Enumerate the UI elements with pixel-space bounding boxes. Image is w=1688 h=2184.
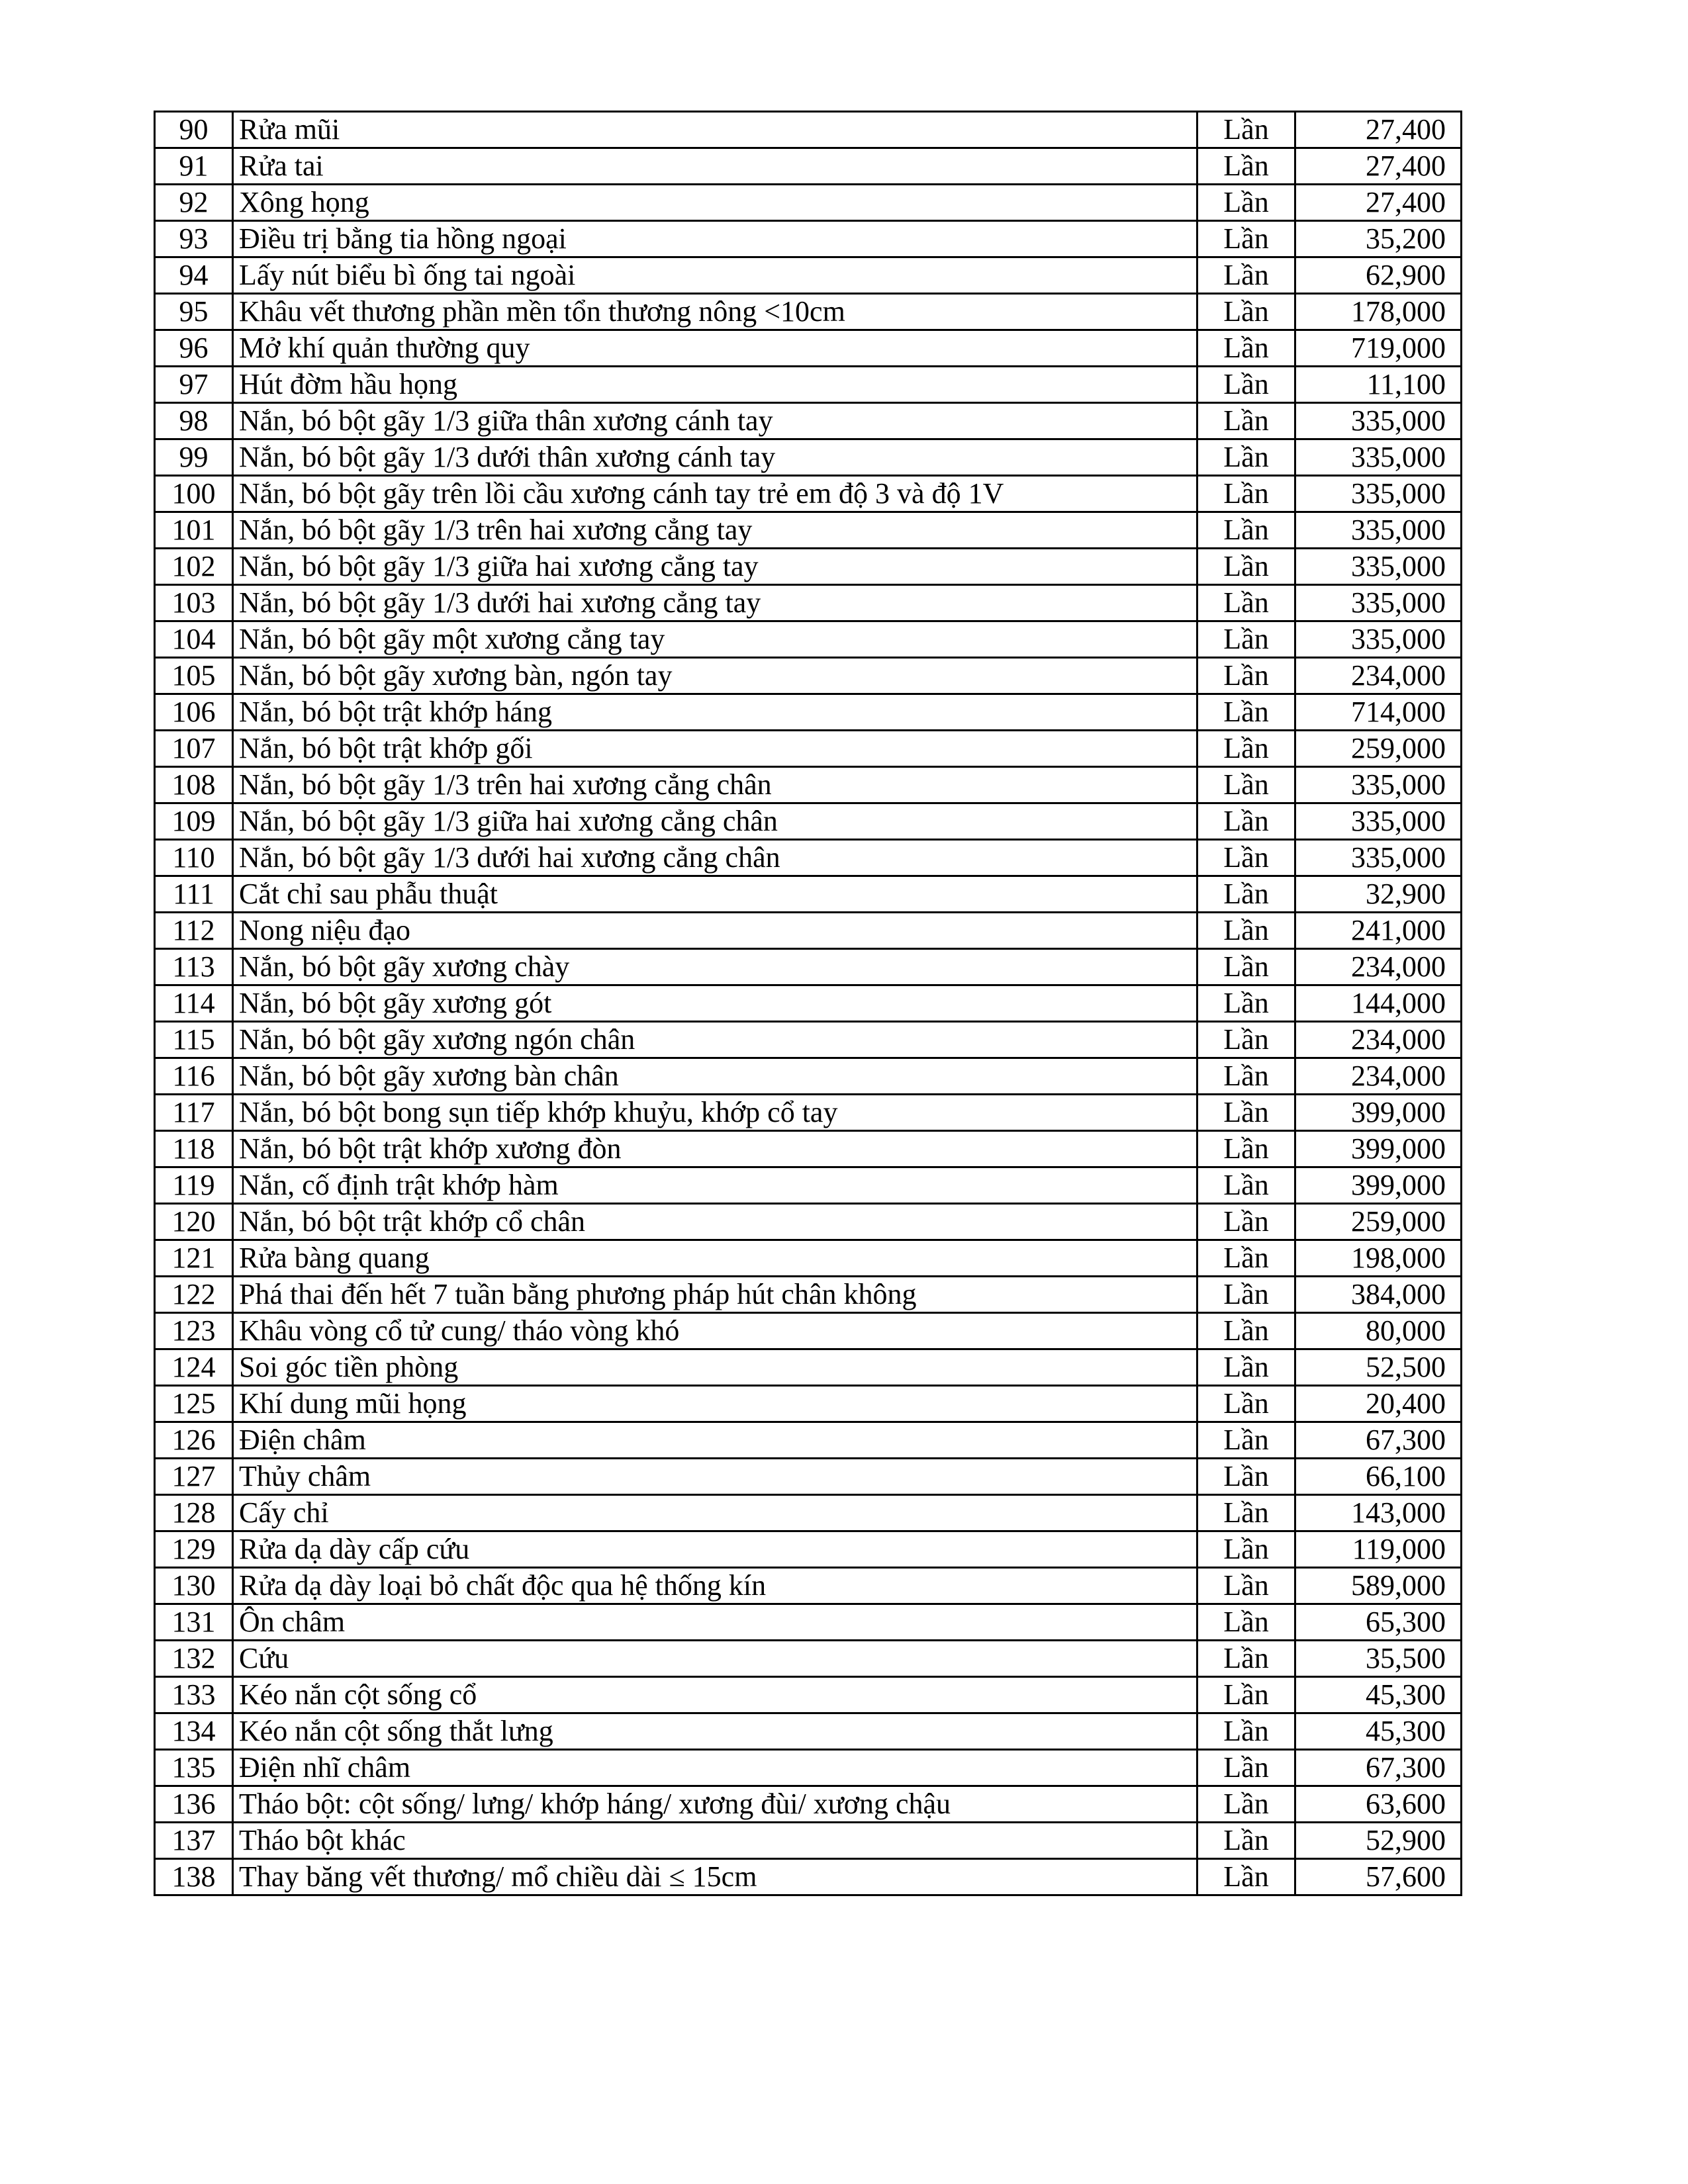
service-name: Kéo nắn cột sống thắt lưng xyxy=(233,1713,1197,1750)
row-number: 104 xyxy=(155,621,233,658)
service-name: Hút đờm hầu họng xyxy=(233,367,1197,403)
row-number: 105 xyxy=(155,658,233,694)
service-name: Nắn, bó bột gãy 1/3 trên hai xương cẳng chân xyxy=(233,767,1197,803)
unit-cell: Lần xyxy=(1197,949,1295,985)
unit-cell: Lần xyxy=(1197,803,1295,840)
row-number: 93 xyxy=(155,221,233,257)
row-number: 102 xyxy=(155,549,233,585)
table-row xyxy=(155,549,1462,585)
table-row xyxy=(155,949,1462,985)
price-cell: 32,900 xyxy=(1295,876,1462,913)
unit-cell: Lần xyxy=(1197,1313,1295,1349)
row-number: 101 xyxy=(155,512,233,549)
service-name: Ôn châm xyxy=(233,1604,1197,1641)
unit-cell: Lần xyxy=(1197,658,1295,694)
unit-cell: Lần xyxy=(1197,1131,1295,1167)
row-number: 138 xyxy=(155,1859,233,1895)
row-number: 91 xyxy=(155,148,233,185)
price-cell: 335,000 xyxy=(1295,585,1462,621)
table-row xyxy=(155,658,1462,694)
table-row xyxy=(155,1604,1462,1641)
price-cell: 234,000 xyxy=(1295,658,1462,694)
unit-cell: Lần xyxy=(1197,439,1295,476)
price-cell: 62,900 xyxy=(1295,257,1462,294)
table-row xyxy=(155,1568,1462,1604)
row-number: 113 xyxy=(155,949,233,985)
unit-cell: Lần xyxy=(1197,1823,1295,1859)
unit-cell: Lần xyxy=(1197,1204,1295,1240)
unit-cell: Lần xyxy=(1197,148,1295,185)
row-number: 94 xyxy=(155,257,233,294)
unit-cell: Lần xyxy=(1197,1167,1295,1204)
row-number: 100 xyxy=(155,476,233,512)
price-cell: 45,300 xyxy=(1295,1713,1462,1750)
price-cell: 335,000 xyxy=(1295,439,1462,476)
service-name: Nắn, bó bột gãy 1/3 giữa thân xương cánh tay xyxy=(233,403,1197,439)
unit-cell: Lần xyxy=(1197,1859,1295,1895)
unit-cell: Lần xyxy=(1197,1786,1295,1823)
table-row xyxy=(155,1750,1462,1786)
row-number: 117 xyxy=(155,1095,233,1131)
table-row xyxy=(155,1058,1462,1095)
row-number: 108 xyxy=(155,767,233,803)
table-row xyxy=(155,913,1462,949)
service-name: Nắn, bó bột bong sụn tiếp khớp khuỷu, khớp cổ tay xyxy=(233,1095,1197,1131)
service-name: Rửa tai xyxy=(233,148,1197,185)
service-name: Nắn, bó bột gãy xương ngón chân xyxy=(233,1022,1197,1058)
row-number: 124 xyxy=(155,1349,233,1386)
row-number: 109 xyxy=(155,803,233,840)
row-number: 90 xyxy=(155,112,233,148)
unit-cell: Lần xyxy=(1197,585,1295,621)
service-name: Nắn, bó bột gãy 1/3 dưới hai xương cẳng chân xyxy=(233,840,1197,876)
price-cell: 45,300 xyxy=(1295,1677,1462,1713)
price-cell: 234,000 xyxy=(1295,1022,1462,1058)
service-name: Thủy châm xyxy=(233,1459,1197,1495)
table-row xyxy=(155,1240,1462,1277)
unit-cell: Lần xyxy=(1197,367,1295,403)
unit-cell: Lần xyxy=(1197,985,1295,1022)
price-cell: 234,000 xyxy=(1295,1058,1462,1095)
price-cell: 335,000 xyxy=(1295,621,1462,658)
unit-cell: Lần xyxy=(1197,1531,1295,1568)
row-number: 120 xyxy=(155,1204,233,1240)
table-row xyxy=(155,512,1462,549)
service-name: Nắn, bó bột gãy trên lồi cầu xương cánh tay trẻ em độ 3 và độ 1V xyxy=(233,476,1197,512)
price-cell: 399,000 xyxy=(1295,1095,1462,1131)
unit-cell: Lần xyxy=(1197,185,1295,221)
unit-cell: Lần xyxy=(1197,1277,1295,1313)
price-cell: 67,300 xyxy=(1295,1750,1462,1786)
row-number: 125 xyxy=(155,1386,233,1422)
service-name: Điện châm xyxy=(233,1422,1197,1459)
unit-cell: Lần xyxy=(1197,1459,1295,1495)
unit-cell: Lần xyxy=(1197,1240,1295,1277)
unit-cell: Lần xyxy=(1197,1641,1295,1677)
table-row xyxy=(155,367,1462,403)
price-table xyxy=(154,111,1462,1896)
unit-cell: Lần xyxy=(1197,1713,1295,1750)
unit-cell: Lần xyxy=(1197,1022,1295,1058)
row-number: 135 xyxy=(155,1750,233,1786)
service-name: Rửa bàng quang xyxy=(233,1240,1197,1277)
table-row xyxy=(155,1859,1462,1895)
price-cell: 52,900 xyxy=(1295,1823,1462,1859)
unit-cell: Lần xyxy=(1197,621,1295,658)
price-cell: 35,200 xyxy=(1295,221,1462,257)
service-name: Kéo nắn cột sống cổ xyxy=(233,1677,1197,1713)
table-row xyxy=(155,767,1462,803)
table-row xyxy=(155,112,1462,148)
service-name: Lấy nút biểu bì ống tai ngoài xyxy=(233,257,1197,294)
service-name: Khí dung mũi họng xyxy=(233,1386,1197,1422)
table-row xyxy=(155,1786,1462,1823)
unit-cell: Lần xyxy=(1197,1604,1295,1641)
table-row xyxy=(155,1349,1462,1386)
unit-cell: Lần xyxy=(1197,694,1295,731)
unit-cell: Lần xyxy=(1197,257,1295,294)
service-name: Tháo bột khác xyxy=(233,1823,1197,1859)
price-cell: 67,300 xyxy=(1295,1422,1462,1459)
price-cell: 35,500 xyxy=(1295,1641,1462,1677)
table-row xyxy=(155,439,1462,476)
row-number: 132 xyxy=(155,1641,233,1677)
service-name: Nắn, bó bột gãy xương bàn, ngón tay xyxy=(233,658,1197,694)
table-row xyxy=(155,221,1462,257)
table-row xyxy=(155,148,1462,185)
price-cell: 27,400 xyxy=(1295,112,1462,148)
service-name: Nắn, bó bột trật khớp cổ chân xyxy=(233,1204,1197,1240)
table-row xyxy=(155,1641,1462,1677)
price-cell: 27,400 xyxy=(1295,185,1462,221)
service-name: Rửa mũi xyxy=(233,112,1197,148)
row-number: 95 xyxy=(155,294,233,330)
unit-cell: Lần xyxy=(1197,767,1295,803)
price-cell: 335,000 xyxy=(1295,549,1462,585)
row-number: 103 xyxy=(155,585,233,621)
row-number: 112 xyxy=(155,913,233,949)
service-name: Thay băng vết thương/ mổ chiều dài ≤ 15cm xyxy=(233,1859,1197,1895)
service-name: Cứu xyxy=(233,1641,1197,1677)
table-row xyxy=(155,731,1462,767)
service-name: Soi góc tiền phòng xyxy=(233,1349,1197,1386)
table-row xyxy=(155,621,1462,658)
table-row xyxy=(155,694,1462,731)
table-row xyxy=(155,840,1462,876)
price-cell: 11,100 xyxy=(1295,367,1462,403)
row-number: 107 xyxy=(155,731,233,767)
price-cell: 52,500 xyxy=(1295,1349,1462,1386)
table-row xyxy=(155,1277,1462,1313)
unit-cell: Lần xyxy=(1197,876,1295,913)
unit-cell: Lần xyxy=(1197,476,1295,512)
price-cell: 259,000 xyxy=(1295,731,1462,767)
service-name: Rửa dạ dày cấp cứu xyxy=(233,1531,1197,1568)
unit-cell: Lần xyxy=(1197,913,1295,949)
row-number: 137 xyxy=(155,1823,233,1859)
row-number: 99 xyxy=(155,439,233,476)
unit-cell: Lần xyxy=(1197,512,1295,549)
row-number: 127 xyxy=(155,1459,233,1495)
row-number: 134 xyxy=(155,1713,233,1750)
table-row xyxy=(155,257,1462,294)
table-row xyxy=(155,1022,1462,1058)
price-cell: 119,000 xyxy=(1295,1531,1462,1568)
service-name: Nắn, bó bột gãy xương chày xyxy=(233,949,1197,985)
unit-cell: Lần xyxy=(1197,840,1295,876)
table-row xyxy=(155,1204,1462,1240)
unit-cell: Lần xyxy=(1197,330,1295,367)
table-row xyxy=(155,294,1462,330)
row-number: 114 xyxy=(155,985,233,1022)
service-name: Điều trị bằng tia hồng ngoại xyxy=(233,221,1197,257)
unit-cell: Lần xyxy=(1197,403,1295,439)
table-row xyxy=(155,1095,1462,1131)
row-number: 123 xyxy=(155,1313,233,1349)
unit-cell: Lần xyxy=(1197,1568,1295,1604)
price-cell: 57,600 xyxy=(1295,1859,1462,1895)
table-row xyxy=(155,185,1462,221)
row-number: 118 xyxy=(155,1131,233,1167)
row-number: 136 xyxy=(155,1786,233,1823)
service-name: Rửa dạ dày loại bỏ chất độc qua hệ thống kín xyxy=(233,1568,1197,1604)
unit-cell: Lần xyxy=(1197,731,1295,767)
row-number: 128 xyxy=(155,1495,233,1531)
unit-cell: Lần xyxy=(1197,294,1295,330)
price-cell: 20,400 xyxy=(1295,1386,1462,1422)
table-row xyxy=(155,1131,1462,1167)
price-cell: 143,000 xyxy=(1295,1495,1462,1531)
unit-cell: Lần xyxy=(1197,1750,1295,1786)
service-name: Nắn, bó bột gãy một xương cẳng tay xyxy=(233,621,1197,658)
price-cell: 399,000 xyxy=(1295,1131,1462,1167)
row-number: 122 xyxy=(155,1277,233,1313)
table-row xyxy=(155,1422,1462,1459)
unit-cell: Lần xyxy=(1197,1677,1295,1713)
service-name: Nắn, bó bột gãy 1/3 trên hai xương cẳng tay xyxy=(233,512,1197,549)
unit-cell: Lần xyxy=(1197,1058,1295,1095)
table-row xyxy=(155,1459,1462,1495)
service-name: Nắn, bó bột trật khớp xương đòn xyxy=(233,1131,1197,1167)
service-name: Xông họng xyxy=(233,185,1197,221)
service-name: Nắn, bó bột trật khớp háng xyxy=(233,694,1197,731)
row-number: 119 xyxy=(155,1167,233,1204)
table-row xyxy=(155,876,1462,913)
table-row xyxy=(155,1677,1462,1713)
service-name: Tháo bột: cột sống/ lưng/ khớp háng/ xương đùi/ xương chậu xyxy=(233,1786,1197,1823)
price-cell: 178,000 xyxy=(1295,294,1462,330)
table-row xyxy=(155,1313,1462,1349)
table-row xyxy=(155,1823,1462,1859)
row-number: 115 xyxy=(155,1022,233,1058)
service-name: Nắn, bó bột trật khớp gối xyxy=(233,731,1197,767)
row-number: 126 xyxy=(155,1422,233,1459)
price-cell: 65,300 xyxy=(1295,1604,1462,1641)
service-name: Nắn, bó bột gãy 1/3 giữa hai xương cẳng chân xyxy=(233,803,1197,840)
row-number: 110 xyxy=(155,840,233,876)
service-name: Khâu vết thương phần mền tổn thương nông <10cm xyxy=(233,294,1197,330)
price-cell: 63,600 xyxy=(1295,1786,1462,1823)
price-cell: 144,000 xyxy=(1295,985,1462,1022)
row-number: 98 xyxy=(155,403,233,439)
row-number: 106 xyxy=(155,694,233,731)
price-cell: 335,000 xyxy=(1295,403,1462,439)
price-cell: 27,400 xyxy=(1295,148,1462,185)
price-cell: 589,000 xyxy=(1295,1568,1462,1604)
row-number: 130 xyxy=(155,1568,233,1604)
service-name: Điện nhĩ châm xyxy=(233,1750,1197,1786)
table-row xyxy=(155,476,1462,512)
price-cell: 241,000 xyxy=(1295,913,1462,949)
service-name: Nắn, bó bột gãy 1/3 dưới thân xương cánh tay xyxy=(233,439,1197,476)
unit-cell: Lần xyxy=(1197,112,1295,148)
price-cell: 198,000 xyxy=(1295,1240,1462,1277)
table-row xyxy=(155,1531,1462,1568)
unit-cell: Lần xyxy=(1197,1422,1295,1459)
row-number: 92 xyxy=(155,185,233,221)
service-name: Nắn, cố định trật khớp hàm xyxy=(233,1167,1197,1204)
table-row xyxy=(155,403,1462,439)
price-cell: 335,000 xyxy=(1295,767,1462,803)
row-number: 116 xyxy=(155,1058,233,1095)
price-cell: 335,000 xyxy=(1295,803,1462,840)
table-row xyxy=(155,1167,1462,1204)
row-number: 121 xyxy=(155,1240,233,1277)
service-name: Mở khí quản thường quy xyxy=(233,330,1197,367)
service-name: Nong niệu đạo xyxy=(233,913,1197,949)
price-cell: 335,000 xyxy=(1295,512,1462,549)
table-row xyxy=(155,1495,1462,1531)
row-number: 131 xyxy=(155,1604,233,1641)
service-name: Cấy chỉ xyxy=(233,1495,1197,1531)
service-name: Khâu vòng cổ tử cung/ tháo vòng khó xyxy=(233,1313,1197,1349)
price-cell: 259,000 xyxy=(1295,1204,1462,1240)
price-cell: 384,000 xyxy=(1295,1277,1462,1313)
unit-cell: Lần xyxy=(1197,1095,1295,1131)
price-cell: 234,000 xyxy=(1295,949,1462,985)
service-name: Nắn, bó bột gãy 1/3 giữa hai xương cẳng tay xyxy=(233,549,1197,585)
row-number: 97 xyxy=(155,367,233,403)
price-cell: 719,000 xyxy=(1295,330,1462,367)
row-number: 129 xyxy=(155,1531,233,1568)
service-name: Nắn, bó bột gãy xương bàn chân xyxy=(233,1058,1197,1095)
service-name: Nắn, bó bột gãy xương gót xyxy=(233,985,1197,1022)
unit-cell: Lần xyxy=(1197,1386,1295,1422)
table-row xyxy=(155,1386,1462,1422)
unit-cell: Lần xyxy=(1197,1349,1295,1386)
price-cell: 335,000 xyxy=(1295,476,1462,512)
price-cell: 80,000 xyxy=(1295,1313,1462,1349)
table-row xyxy=(155,1713,1462,1750)
unit-cell: Lần xyxy=(1197,549,1295,585)
row-number: 96 xyxy=(155,330,233,367)
table-row xyxy=(155,803,1462,840)
row-number: 111 xyxy=(155,876,233,913)
table-row xyxy=(155,985,1462,1022)
price-cell: 335,000 xyxy=(1295,840,1462,876)
service-name: Cắt chỉ sau phẫu thuật xyxy=(233,876,1197,913)
row-number: 133 xyxy=(155,1677,233,1713)
service-name: Nắn, bó bột gãy 1/3 dưới hai xương cẳng tay xyxy=(233,585,1197,621)
price-cell: 399,000 xyxy=(1295,1167,1462,1204)
table-row xyxy=(155,585,1462,621)
price-table-body xyxy=(155,112,1462,1895)
unit-cell: Lần xyxy=(1197,1495,1295,1531)
price-cell: 66,100 xyxy=(1295,1459,1462,1495)
price-cell: 714,000 xyxy=(1295,694,1462,731)
table-row xyxy=(155,330,1462,367)
unit-cell: Lần xyxy=(1197,221,1295,257)
service-name: Phá thai đến hết 7 tuần bằng phương pháp hút chân không xyxy=(233,1277,1197,1313)
